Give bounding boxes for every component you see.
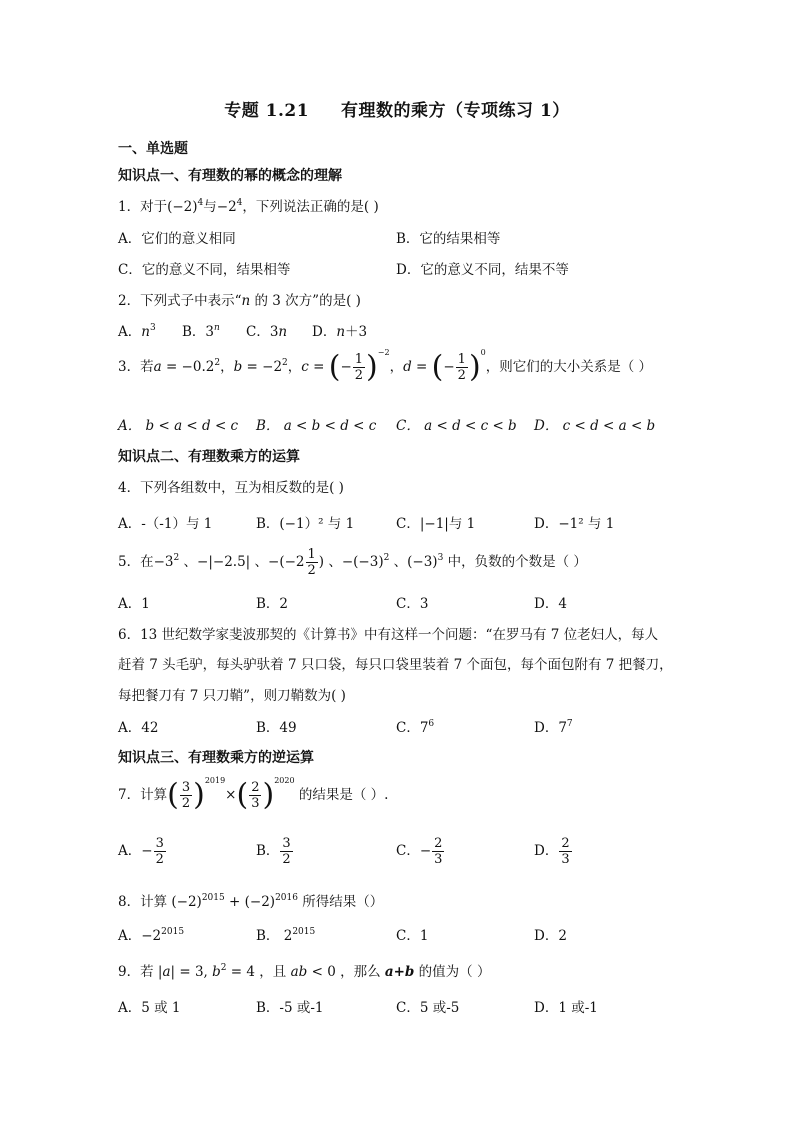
question-4-options [118, 512, 718, 532]
page-title [0, 96, 794, 121]
section-heading: 一、单选题 [118, 141, 188, 157]
knowledge-point-3: 知识点三、有理数乘方的逆运算 [118, 750, 314, 766]
option-a: A．1 [118, 596, 150, 612]
question-3: 3．若$a = -0.2^2$，$b = -2^2$，c = (− $\frac{1}{2}$ )$^{-2}$，d = (− $\frac{1}{2}$ )$^0$，则它们的大小关系是（ ） [118, 348, 653, 385]
question-3-options [118, 414, 718, 434]
question-9-options [118, 996, 718, 1016]
option-d: D．1 或-1 [534, 1000, 598, 1016]
question-2-options [118, 320, 718, 340]
question-5-options [118, 592, 718, 612]
option-a: A． b < a < d < c [118, 418, 239, 434]
option-a: A．5 或 1 [118, 1000, 181, 1016]
option-b: B．它的结果相等 [396, 231, 501, 247]
option-d: D． $\frac{2}{3}$ [534, 836, 570, 867]
option-d: D． c < d < a < b [534, 418, 656, 434]
fraction: $\frac{1}{2}$ [354, 352, 364, 383]
option-d: D．−1² 与 1 [534, 516, 615, 532]
option-a: A．-（-1）与 1 [118, 516, 213, 532]
option-b: B．-5 或-1 [256, 1000, 324, 1016]
option-a: A．$-2^{2015}$ [118, 927, 185, 944]
option-d: D．4 [534, 596, 567, 612]
option-c: C．− $\frac{2}{3}$ [396, 836, 443, 867]
question-4: 4．下列各组数中，互为相反数的是( ) [118, 480, 344, 496]
option-b: B．49 [256, 720, 297, 736]
fraction: $\frac{1}{2}$ [307, 547, 316, 578]
option-a: A．它们的意义相同 [118, 231, 236, 247]
option-c: C． a < d < c < b [396, 418, 517, 434]
option-c: C．|−1|与 1 [396, 516, 476, 532]
option-d: D．n＋3 [312, 324, 368, 340]
knowledge-point-2: 知识点二、有理数乘方的运算 [118, 449, 300, 465]
question-5: 5．在$-3^2$ 、−|−2.5| 、−(−2 $\frac{1}{2}$ ) 、$-(-3)^2$ 、$(-3)^3$ 中，负数的个数是（ ） [118, 547, 587, 578]
option-a: A．$n^3$ [118, 323, 156, 340]
option-c: C．1 [396, 928, 429, 944]
question-7: 7．计算( $\frac{3}{2}$ )$^{2019}$×( $\frac{2}{3}$ )$^{2020}$ 的结果是（ ）. [118, 776, 389, 813]
option-d: D．2 [534, 928, 567, 944]
question-6-options [118, 716, 718, 736]
fraction: $\frac{2}{3}$ [251, 780, 260, 811]
option-a: A．− $\frac{3}{2}$ [118, 836, 164, 867]
option-c: C．$7^6$ [396, 719, 435, 736]
question-6-line-1: 6．13 世纪数学家斐波那契的《计算书》中有这样一个问题：“在罗马有 7 位老妇人，每人 [118, 627, 659, 643]
knowledge-point-1: 知识点一、有理数的幂的概念的理解 [118, 168, 342, 184]
option-c: C．它的意义不同，结果相等 [118, 262, 291, 278]
question-6-line-3: 每把餐刀有 7 只刀鞘”，则刀鞘数为( ) [118, 688, 346, 704]
option-b: B．2 [256, 596, 289, 612]
topic-title: 有理数的乘方（专项练习 1） [341, 101, 570, 121]
question-1: 1．对于$(-2)^4$与$-2^4$，下列说法正确的是( ) [118, 198, 379, 215]
question-8: 8．计算 $(-2)^{2015} + (-2)^{2016}$ 所得结果（） [118, 893, 384, 910]
question-2: 2．下列式子中表示“n 的 3 次方”的是( ) [118, 293, 361, 309]
question-8-options [118, 924, 718, 944]
question-7-options [118, 836, 718, 874]
question-1-options-row-2 [118, 258, 718, 278]
fraction: $\frac{1}{2}$ [457, 352, 466, 383]
question-1-options-row-1 [118, 227, 718, 247]
option-d: D．$7^7$ [534, 719, 573, 736]
option-c: C．3 [396, 596, 429, 612]
option-b: B． a < b < d < c [256, 418, 377, 434]
fraction: $\frac{3}{2}$ [181, 780, 191, 811]
option-a: A．42 [118, 720, 159, 736]
question-9: 9．若 |a| = 3, $b^2 = 4$ ，且 ab < 0 ，那么 a+b 的值为（ ） [118, 963, 491, 980]
topic-number: 专题 1.21 [224, 101, 310, 121]
question-6-line-2: 赶着 7 头毛驴，每头驴驮着 7 只口袋，每只口袋里装着 7 个面包，每个面包附有 7 把餐刀， [118, 657, 673, 673]
option-b: B． $\frac{3}{2}$ [256, 836, 291, 867]
option-d: D．它的意义不同，结果不等 [396, 262, 569, 278]
option-b: B． $2^{2015}$ [256, 927, 316, 944]
option-b: B．(−1）² 与 1 [256, 516, 355, 532]
option-c: C．5 或-5 [396, 1000, 460, 1016]
option-c: C．3n [246, 324, 288, 340]
option-b: B．3$^n$ [182, 323, 220, 340]
